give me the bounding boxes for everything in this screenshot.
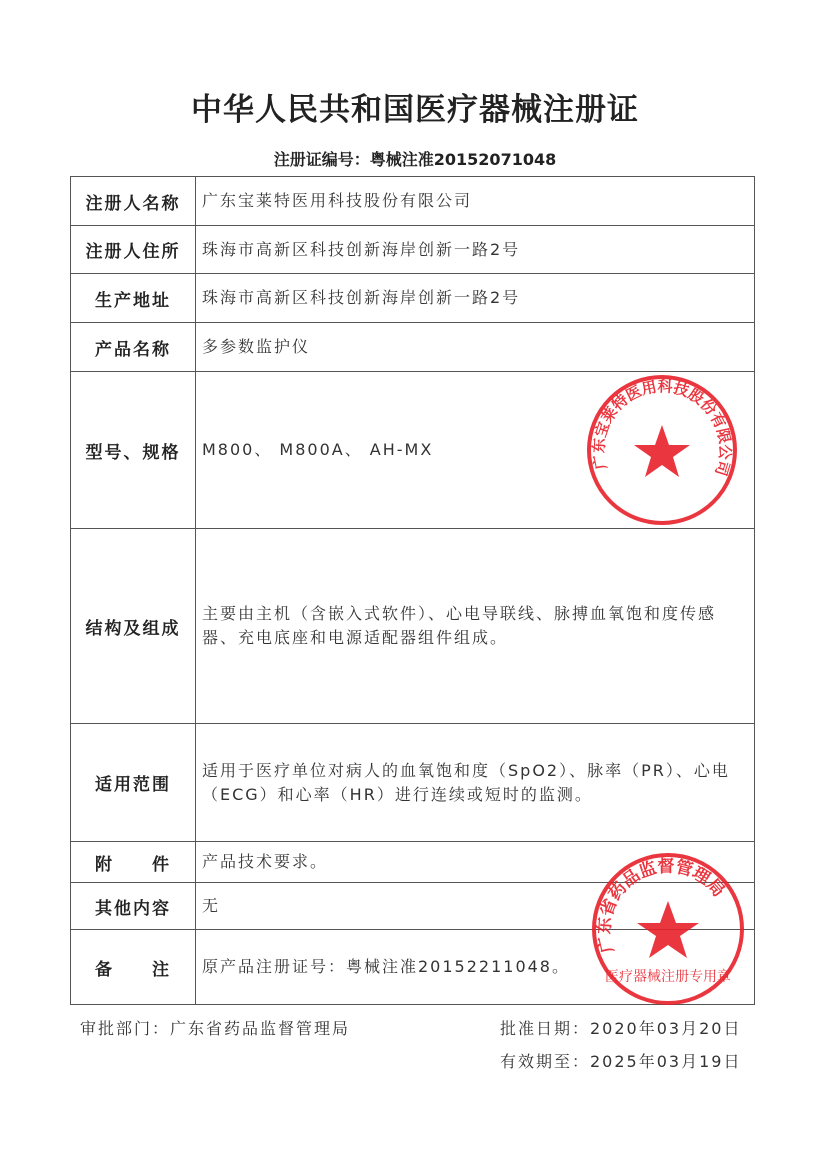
row-value: 珠海市高新区科技创新海岸创新一路2号: [196, 274, 755, 323]
star-icon: [634, 425, 690, 477]
row-value: 无: [196, 883, 755, 930]
table-row: [71, 724, 755, 842]
row-label: 结构及组成: [71, 529, 196, 724]
row-value: 珠海市高新区科技创新海岸创新一路2号: [196, 226, 755, 274]
row-label: 其他内容: [71, 883, 196, 930]
star-icon: [637, 901, 699, 958]
table-row: [71, 274, 755, 323]
row-value: 原产品注册证号：粤械注准20152211048。: [196, 930, 755, 1005]
table-row: [71, 177, 755, 226]
agency-seal-subtext: 医疗器械注册专用章: [605, 969, 731, 985]
row-value: 适用于医疗单位对病人的血氧饱和度（SpO2）、脉率（PR）、心电（ECG）和心率（HR）进行连续或短时的监测。: [196, 724, 755, 842]
table-row: [71, 529, 755, 724]
page-title: 中华人民共和国医疗器械注册证: [191, 92, 639, 128]
row-label: 适用范围: [71, 724, 196, 842]
row-value: 主要由主机（含嵌入式软件）、心电导联线、脉搏血氧饱和度传感器、充电底座和电源适配器组件组成。: [196, 529, 755, 724]
row-value: 多参数监护仪: [196, 323, 755, 372]
certificate-number: 注册证编号：粤械注准20152071048: [273, 150, 557, 169]
row-label: 生产地址: [71, 274, 196, 323]
company-seal: [585, 373, 739, 527]
approval-department: 审批部门：广东省药品监督管理局: [80, 1019, 351, 1038]
company-seal-text: 广东宝莱特医用科技股份有限公司: [589, 377, 735, 478]
table-row: [71, 323, 755, 372]
row-label: 注册人住所: [71, 226, 196, 274]
table-row: [71, 226, 755, 274]
row-label: 备 注: [71, 930, 196, 1005]
row-label: 附 件: [71, 842, 196, 883]
row-value: 广东宝莱特医用科技股份有限公司: [196, 177, 755, 226]
row-label: 注册人名称: [71, 177, 196, 226]
row-value: M800、 M800A、 AH-MX: [196, 372, 755, 529]
agency-seal-text: 广东省药品监督管理局: [594, 856, 729, 955]
row-label: 型号、规格: [71, 372, 196, 529]
row-value: 产品技术要求。: [196, 842, 755, 883]
agency-seal: [590, 851, 746, 1007]
valid-until: 有效期至：2025年03月19日: [500, 1052, 742, 1071]
row-label: 产品名称: [71, 323, 196, 372]
approval-date: 批准日期：2020年03月20日: [500, 1019, 742, 1038]
